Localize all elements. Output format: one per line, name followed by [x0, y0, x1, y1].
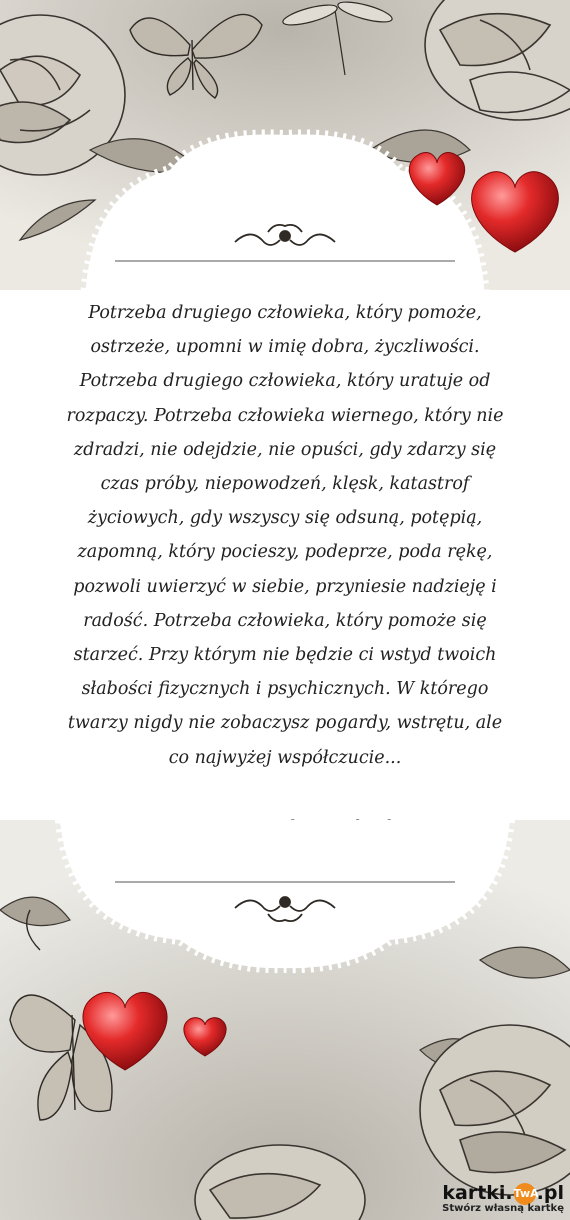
poem-line: zdradzi, nie odejdzie, nie opuści, gdy zdarzy się: [73, 439, 497, 460]
top-decoration: [0, 0, 570, 300]
brand-tagline: Stwórz własną kartkę: [442, 1203, 564, 1214]
poem-line: słabości fizycznych i psychicznych. W którego: [81, 679, 489, 700]
poem-line: radość. Potrzeba człowieka, który pomoże się: [83, 610, 487, 631]
brand-badge: TwA: [514, 1183, 536, 1205]
brand-name: [442, 1182, 564, 1205]
poem-line: zapomną, który pocieszy, podeprze, poda rękę,: [77, 542, 493, 563]
brand-name-prefix: kartki.: [442, 1182, 513, 1204]
poem-line: Potrzeba drugiego człowieka, który pomoże,: [88, 303, 482, 323]
poem-line: co najwyżej współczucie...: [168, 747, 402, 768]
brand-logo[interactable]: [442, 1182, 564, 1214]
brand-name-suffix: .pl: [536, 1182, 564, 1204]
bottom-decoration: [0, 820, 570, 1220]
poem-line: twarzy nigdy nie zobaczysz pogardy, wstrętu, ale: [67, 713, 503, 734]
poem-line: rozpaczy. Potrzeba człowieka wiernego, który nie: [66, 405, 504, 426]
poem-line: ostrzeże, upomni w imię dobra, życzliwości.: [90, 337, 480, 358]
poem-line: czas próby, niepowodzeń, klęsk, katastrof: [100, 474, 470, 495]
poem-line: Potrzeba drugiego człowieka, który uratuje od: [79, 371, 491, 392]
poem-line: starzeć. Przy którym nie będzie ci wstyd twoich: [73, 645, 497, 666]
poem-line: życiowych, gdy wszyscy się odsuną, potępią,: [87, 508, 483, 529]
poem-line: pozwoli uwierzyć w siebie, przyniesie nadzieję i: [73, 576, 497, 597]
poem-text: [38, 296, 532, 775]
